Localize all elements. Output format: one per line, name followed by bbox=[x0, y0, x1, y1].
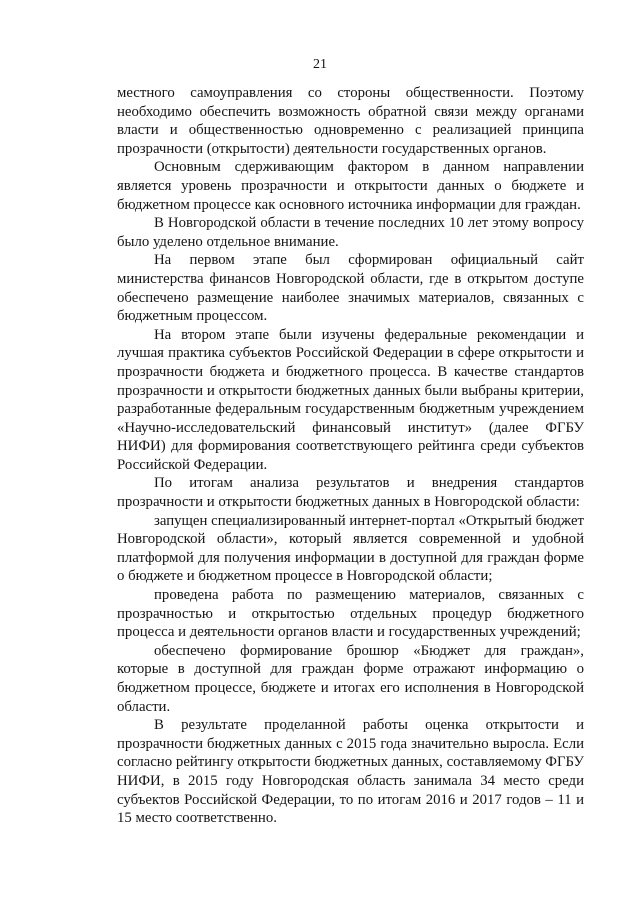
paragraph: На втором этапе были изучены федеральные рекомендации и лучшая практика субъектов Российской Федерации в сфере открытости и прозрачности бюджета и бюджетного процесса. В качестве стандартов прозрачности и открытости бюджетных данных были выбраны критерии, разработанные федеральным государственным бюджетным учреждением «Научно-исследовательский финансовый институт» (далее ФГБУ НИФИ) для формирования соответствующего рейтинга среди субъектов Российской Федерации. bbox=[117, 326, 584, 473]
list-item: обеспечено формирование брошюр «Бюджет для граждан», которые в доступной для граждан форме отражают информацию о бюджетном процессе, бюджете и итогах его исполнения в Новгородской области. bbox=[117, 642, 584, 715]
list-item: запущен специализированный интернет-портал «Открытый бюджет Новгородской области», который является современной и удобной платформой для получения информации в доступной для граждан форме о бюджете и бюджетном процессе в Новгородской области; bbox=[117, 512, 584, 585]
document-body bbox=[117, 84, 584, 828]
paragraph: Основным сдерживающим фактором в данном направлении является уровень прозрачности и открытости данных о бюджете и бюджетном процессе как основного источника информации для граждан. bbox=[117, 159, 584, 213]
paragraph: В результате проделанной работы оценка открытости и прозрачности бюджетных данных с 2015 года значительно выросла. Если согласно рейтингу открытости бюджетных данных, составляемому ФГБУ НИФИ, в 2015 году Новгородская область занимала 34 место среди субъектов Российской Федерации, то по итогам 2016 и 2017 годов – 11 и 15 место соответственно. bbox=[117, 717, 584, 827]
paragraph: местного самоуправления со стороны общественности. Поэтому необходимо обеспечить возможность обратной связи между органами власти и общественностью одновременно с реализацией принципа прозрачности (открытости) деятельности государственных органов. bbox=[117, 85, 584, 157]
page-number: 21 bbox=[313, 57, 327, 72]
paragraph: В Новгородской области в течение последних 10 лет этому вопросу было уделено отдельное внимание. bbox=[117, 215, 584, 250]
list-item: проведена работа по размещению материалов, связанных с прозрачностью и открытостью отдельных процедур бюджетного процесса и деятельности органов власти и государственных учреждений; bbox=[117, 587, 584, 641]
paragraph: На первом этапе был сформирован официальный сайт министерства финансов Новгородской области, где в открытом доступе обеспечено размещение наиболее значимых материалов, связанных с бюджетным процессом. bbox=[117, 252, 584, 325]
paragraph: По итогам анализа результатов и внедрения стандартов прозрачности и открытости бюджетных данных в Новгородской области: bbox=[117, 475, 584, 511]
